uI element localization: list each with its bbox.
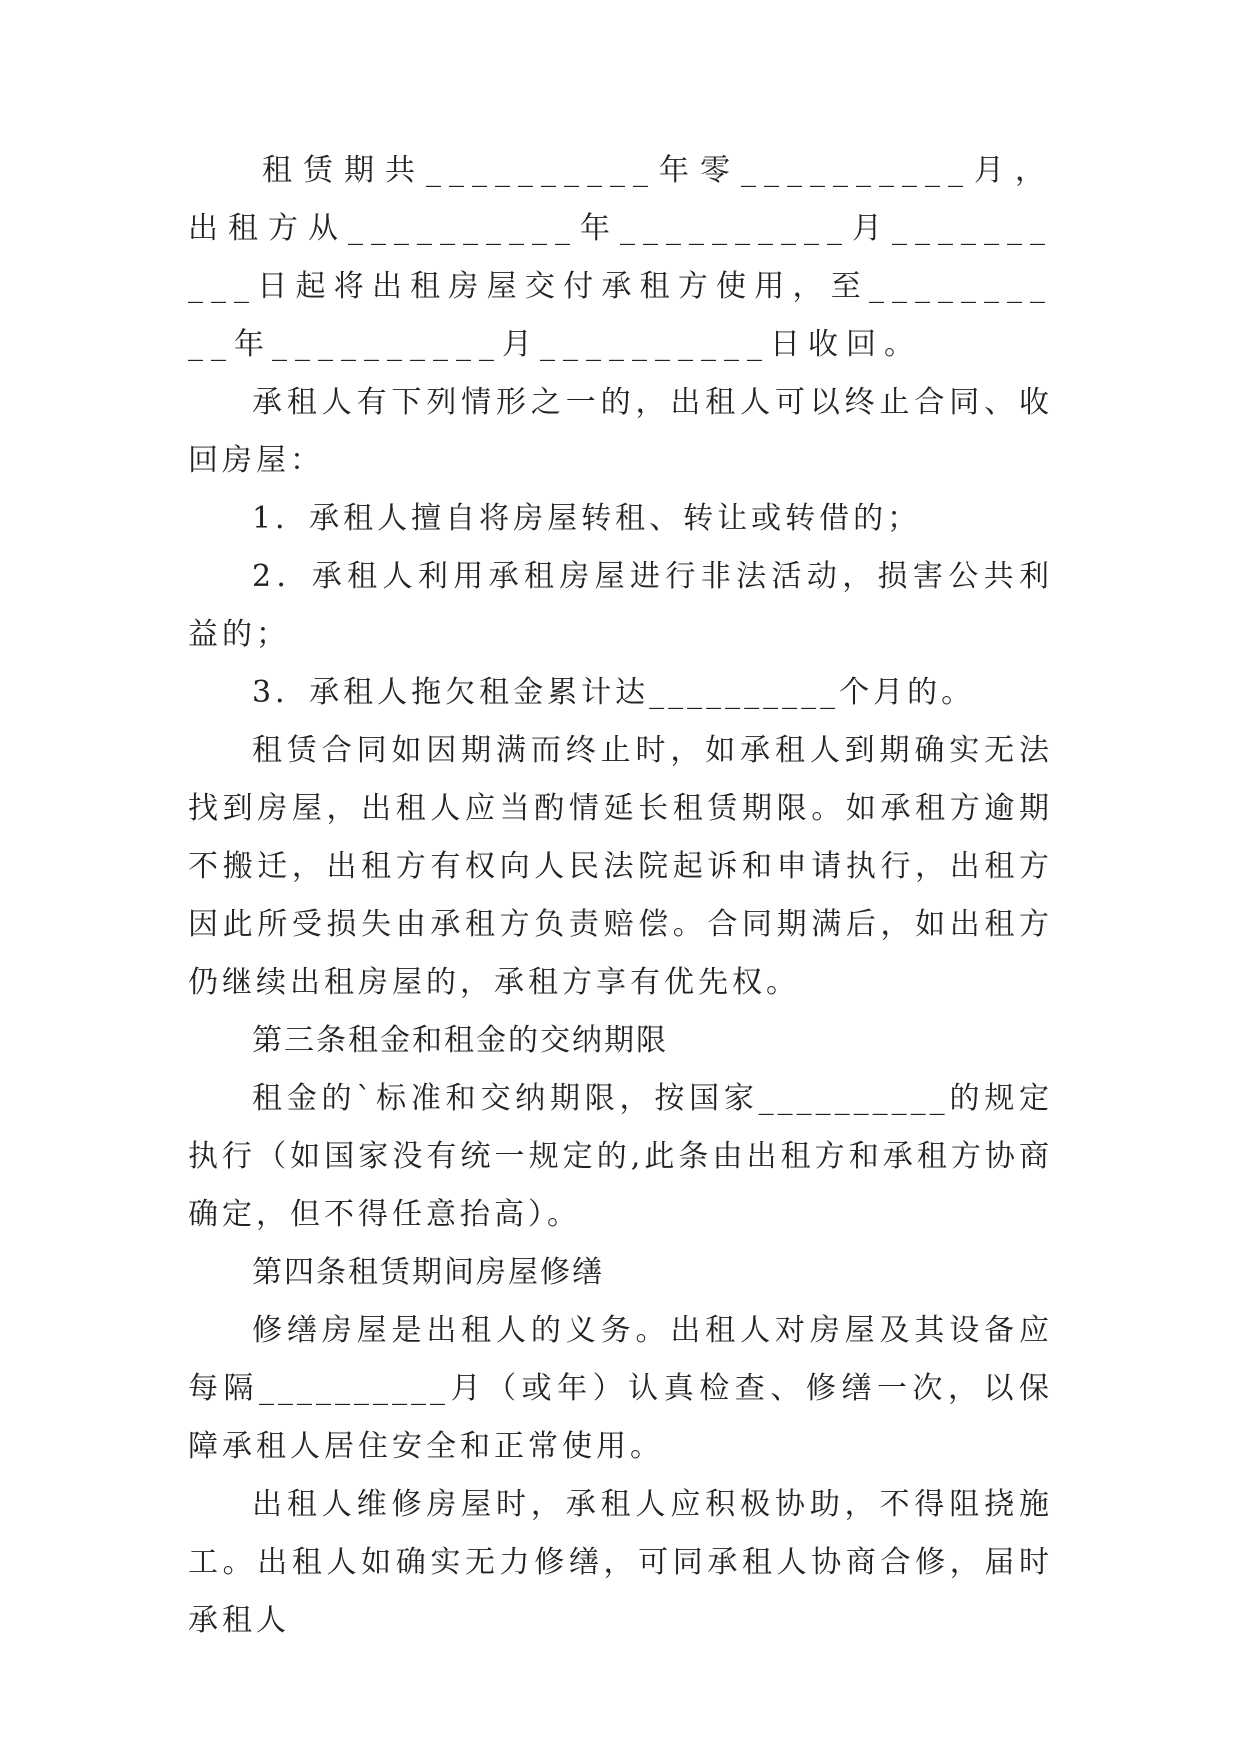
repair-cooperation-paragraph: 出租人维修房屋时，承租人应积极协助，不得阻挠施工。出租人如确实无力修缮，可同承租人协商合修，届时承租人 [188, 1487, 1053, 1638]
lease-term-paragraph: 租赁期共__________年零__________月，出租方从__________年__________月__________日起将出租房屋交付承租方使用，至__________年__________月__________日收回。 [188, 153, 1053, 362]
termination-conditions-paragraph: 承租人有下列情形之一的，出租人可以终止合同、收回房屋： [188, 385, 1053, 478]
condition-item-1: 1．承租人擅自将房屋转租、转让或转借的； [252, 501, 922, 536]
article-4-heading: 第四条租赁期间房屋修缮 [252, 1255, 604, 1290]
contract-expiry-paragraph: 租赁合同如因期满而终止时，如承租人到期确实无法找到房屋，出租人应当酌情延长租赁期限。如承租方逾期不搬迁，出租方有权向人民法院起诉和申请执行，出租方因此所受损失由承租方负责赔偿。合同期满后，如出租方仍继续出租房屋的，承租方享有优先权。 [188, 733, 1053, 1000]
article-3-heading: 第三条租金和租金的交纳期限 [252, 1023, 668, 1058]
condition-item-2: 2．承租人利用承租房屋进行非法活动，损害公共利益的； [188, 559, 1053, 652]
repair-duty-paragraph: 修缮房屋是出租人的义务。出租人对房屋及其设备应每隔__________月（或年）认真检查、修缮一次，以保障承租人居住安全和正常使用。 [188, 1313, 1053, 1464]
rent-standard-paragraph: 租金的`标准和交纳期限，按国家__________的规定执行（如国家没有统一规定的,此条由出租方和承租方协商确定，但不得任意抬高）。 [188, 1081, 1053, 1232]
condition-item-3: 3．承租人拖欠租金累计达__________个月的。 [252, 675, 976, 710]
document-page [188, 142, 1053, 1650]
